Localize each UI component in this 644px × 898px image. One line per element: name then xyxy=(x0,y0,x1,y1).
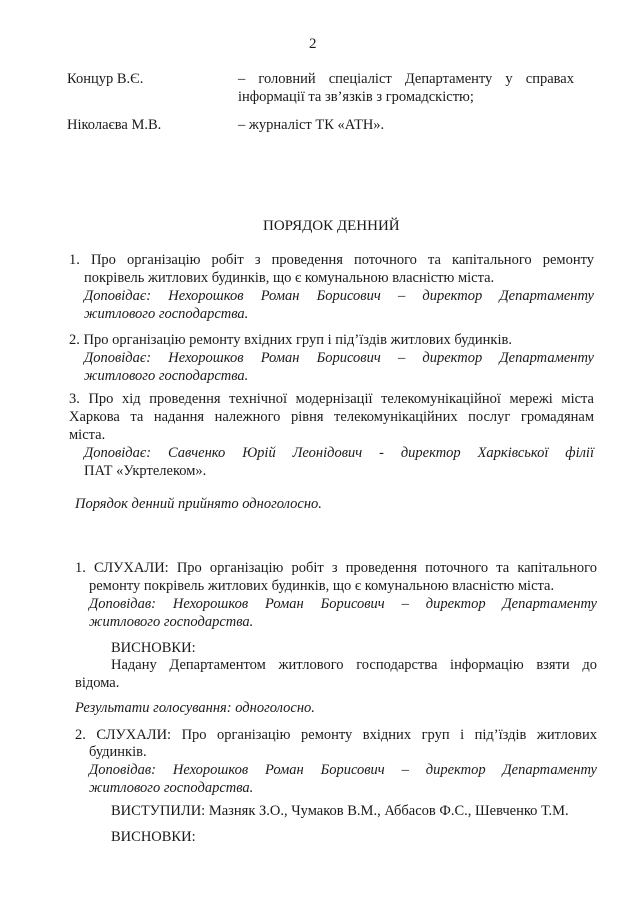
conclusion-line: Надану Департаментом житлового господарства інформацію взяти до xyxy=(111,657,597,673)
speaker-line: житлового господарства. xyxy=(89,780,254,796)
heard-line: 1. СЛУХАЛИ: Про організацію робіт з проведення поточного та капітального xyxy=(75,560,597,576)
agenda-item-line: 1. Про організацію робіт з проведення поточного та капітального ремонту xyxy=(69,252,594,268)
agenda-item-line: Харкова та надання належного рівня телекомунікаційних послуг громадянам xyxy=(69,409,594,425)
speaker-line: Доповідав: Нехорошков Роман Борисович – директор Департаменту xyxy=(89,762,597,778)
agenda-item-line: 3. Про хід проведення технічної модернізації телекомунікаційної мережі міста xyxy=(69,391,594,407)
agenda-speaker-line: житлового господарства. xyxy=(84,306,249,322)
heard-line: будинків. xyxy=(89,744,147,760)
agenda-item-line: покрівель житлових будинків, що є комунальною власністю міста. xyxy=(84,270,495,286)
conclusion-line: відома. xyxy=(75,675,120,691)
page-number: 2 xyxy=(309,36,317,52)
attendee-name: Ніколаєва М.В. xyxy=(67,117,162,133)
agenda-speaker-line: житлового господарства. xyxy=(84,368,249,384)
spoke-line: ВИСТУПИЛИ: Мазняк З.О., Чумаков В.М., Аббасов Ф.С., Шевченко Т.М. xyxy=(111,803,569,819)
agenda-speaker-line: Доповідає: Нехорошков Роман Борисович – директор Департаменту xyxy=(84,288,594,304)
attendee-role-line: – журналіст ТК «АТН». xyxy=(238,117,385,133)
speaker-line: житлового господарства. xyxy=(89,614,254,630)
heard-line: 2. СЛУХАЛИ: Про організацію ремонту вхідних груп і під’їздів житлових xyxy=(75,727,597,743)
agenda-speaker-line: Доповідає: Савченко Юрій Леонідович - директор Харківської філії xyxy=(84,445,594,461)
attendee-role-line: – головний спеціаліст Департаменту у справах xyxy=(238,71,574,87)
conclusions-title: ВИСНОВКИ: xyxy=(111,640,196,656)
agenda-speaker-line: ПАТ «Укртелеком». xyxy=(84,463,207,479)
heard-line: ремонту покрівель житлових будинків, що є комунальною власністю міста. xyxy=(89,578,555,594)
vote-result: Результати голосування: одноголосно. xyxy=(75,700,315,716)
attendee-role-line: інформації та зв’язків з громадскістю; xyxy=(238,89,474,105)
agenda-item-line: міста. xyxy=(69,427,106,443)
attendee-name: Концур В.Є. xyxy=(67,71,144,87)
speaker-line: Доповідав: Нехорошков Роман Борисович – директор Департаменту xyxy=(89,596,597,612)
agenda-speaker-line: Доповідає: Нехорошков Роман Борисович – директор Департаменту xyxy=(84,350,594,366)
conclusions-title: ВИСНОВКИ: xyxy=(111,829,196,845)
agenda-heading: ПОРЯДОК ДЕННИЙ xyxy=(263,218,400,234)
agenda-adopted-note: Порядок денний прийнято одноголосно. xyxy=(75,496,322,512)
agenda-item-line: 2. Про організацію ремонту вхідних груп і під’їздів житлових будинків. xyxy=(69,332,512,348)
